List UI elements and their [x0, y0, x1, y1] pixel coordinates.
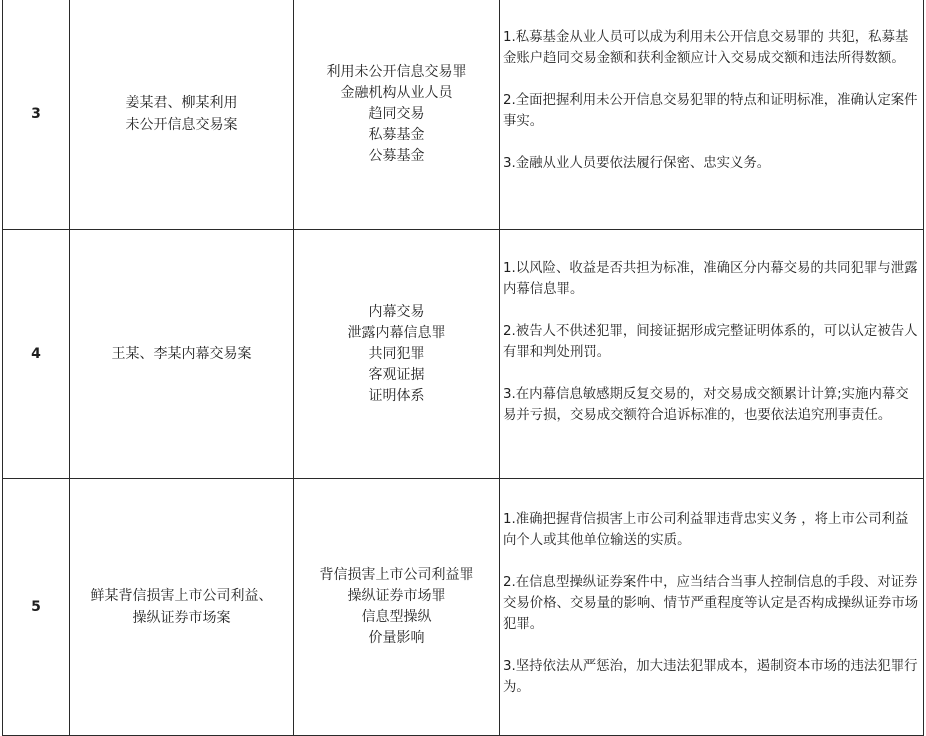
key-point: 2.全面把握利用未公开信息交易犯罪的特点和证明标准，准确认定案件事实。 — [503, 93, 918, 129]
case-name-line: 王某、李某内幕交易案 — [111, 346, 252, 362]
key-point: 1.准确把握背信损害上市公司利益罪违背忠实义务 ，将上市公司利益向个人或其他单位输送的实质。 — [503, 512, 909, 548]
key-points — [500, 0, 924, 230]
key-point: 3.坚持依法从严惩治，加大违法犯罪成本，遏制资本市场的违法犯罪行为。 — [503, 659, 918, 695]
keywords — [294, 230, 500, 479]
keyword: 公募基金 — [368, 147, 425, 164]
case-name-line: 鲜某背信损害上市公司利益、 — [90, 588, 273, 604]
keyword: 利用未公开信息交易罪 — [326, 63, 467, 80]
table-row — [3, 479, 924, 736]
case-name — [70, 0, 294, 230]
case-name-line: 姜某君、柳某利用 — [125, 95, 238, 111]
keywords — [294, 479, 500, 736]
table-row — [3, 0, 924, 230]
key-point: 2.被告人不供述犯罪，间接证据形成完整证明体系的，可以认定被告人有罪和判处刑罚。 — [503, 324, 918, 360]
keyword: 共同犯罪 — [368, 345, 425, 362]
keyword: 内幕交易 — [368, 303, 425, 320]
keyword: 操纵证券市场罪 — [347, 588, 446, 604]
keywords — [294, 0, 500, 230]
key-point: 2.在信息型操纵证券案件中，应当结合当事人控制信息的手段、对证券交易价格、交易量的影响、情节严重程度等认定是否构成操纵证券市场犯罪。 — [503, 575, 919, 632]
keyword: 背信损害上市公司利益罪 — [319, 567, 474, 583]
case-name — [70, 230, 294, 479]
keyword: 金融机构从业人员 — [340, 84, 453, 101]
case-number: 5 — [3, 479, 70, 736]
keyword: 信息型操纵 — [361, 609, 432, 625]
keyword: 证明体系 — [368, 387, 425, 404]
case-name — [70, 479, 294, 736]
keyword: 泄露内幕信息罪 — [347, 324, 446, 341]
key-point: 3.在内幕信息敏感期反复交易的，对交易成交额累计计算;实施内幕交易并亏损，交易成交额符合追诉标准的，也要依法追究刑事责任。 — [503, 387, 909, 423]
keyword: 趋同交易 — [368, 105, 425, 122]
keyword: 私募基金 — [368, 126, 425, 143]
key-points — [500, 230, 924, 479]
keyword: 价量影响 — [368, 630, 425, 646]
key-point: 1.私募基金从业人员可以成为利用未公开信息交易罪的 共犯，私募基金账户趋同交易金额和获利金额应计入交易成交额和违法所得数额。 — [503, 30, 909, 66]
case-number: 4 — [3, 230, 70, 479]
case-table — [2, 0, 924, 736]
case-name-line: 操纵证券市场案 — [132, 610, 231, 626]
case-number: 3 — [3, 0, 70, 230]
table-row — [3, 230, 924, 479]
key-point: 1.以风险、收益是否共担为标准，准确区分内幕交易的共同犯罪与泄露内幕信息罪。 — [503, 261, 918, 297]
key-point: 3.金融从业人员要依法履行保密、忠实义务。 — [503, 156, 771, 171]
keyword: 客观证据 — [368, 366, 425, 383]
case-name-line: 未公开信息交易案 — [125, 117, 238, 133]
key-points — [500, 479, 924, 736]
